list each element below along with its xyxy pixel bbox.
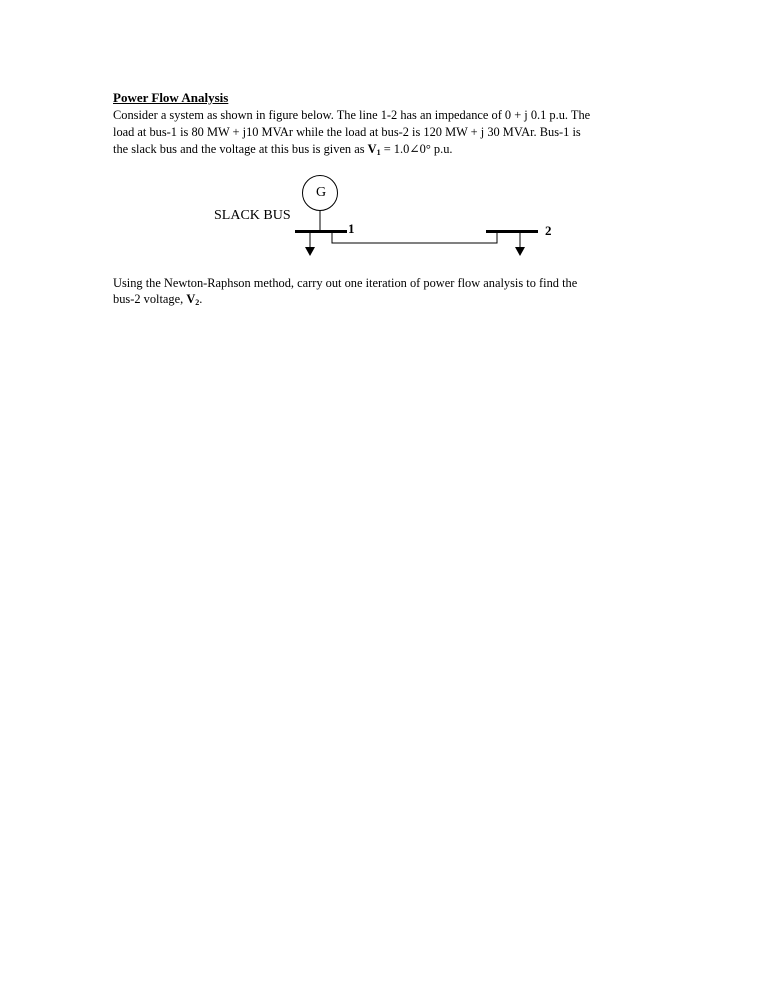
v2-subscript: 2: [195, 298, 200, 307]
transmission-line-1-2: [332, 233, 497, 243]
bus-2-load-arrow: [515, 247, 525, 256]
question-line-1: Using the Newton-Raphson method, carry out one iteration of power flow analysis to find the: [113, 276, 578, 290]
statement-line-3-text: the slack bus and the voltage at this bus is given as: [113, 142, 368, 156]
bus-2-label: 2: [545, 223, 552, 238]
question-line-2-text: bus-2 voltage,: [113, 292, 187, 306]
v1-value: = 1.0∠0° p.u.: [380, 142, 453, 156]
v1-subscript: 1: [376, 148, 381, 157]
voltage-v1-symbol: [368, 142, 381, 156]
bus-1-load-arrow: [305, 247, 315, 256]
voltage-v2-symbol: [186, 292, 199, 306]
question-line-2: [113, 291, 663, 307]
bus-1-label: 1: [348, 221, 355, 236]
section-title: Power Flow Analysis: [113, 90, 229, 105]
v2-letter: V: [186, 292, 196, 306]
statement-line-1: Consider a system as shown in figure below. The line 1-2 has an impedance of 0 + j 0.1 p.u. The: [113, 108, 591, 122]
problem-statement: [113, 107, 663, 158]
question-line-2-end: .: [199, 292, 203, 306]
slack-bus-label: SLACK BUS: [214, 208, 291, 223]
v1-letter: V: [367, 142, 377, 156]
statement-line-3: [113, 141, 663, 158]
question-text: [113, 275, 663, 307]
generator-symbol: G: [315, 185, 327, 200]
statement-line-2: load at bus-1 is 80 MW + j10 MVAr while the load at bus-2 is 120 MW + j 30 MVAr. Bus-1 is: [113, 125, 581, 139]
